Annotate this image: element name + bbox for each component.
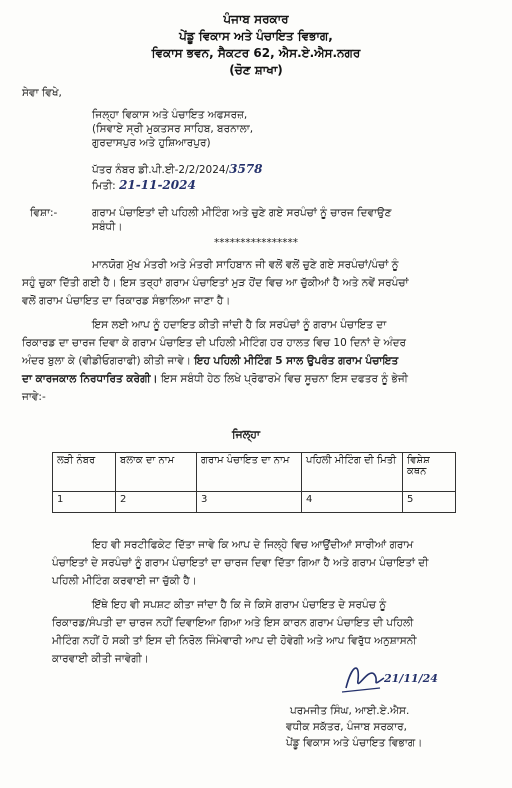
addressee-line-3: ਗੁਰਦਾਸਪੁਰ ਅਤੇ ਹੁਸ਼ਿਆਰਪੁਰ) bbox=[92, 137, 211, 149]
header-govt: ਪੰਜਾਬ ਸਰਕਾਰ bbox=[223, 12, 289, 26]
para4-line-2: ਰਿਕਾਰਡ/ਸੰਪਤੀ ਦਾ ਚਾਰਜ ਨਹੀਂ ਦਿਵਾਇਆ ਗਿਆ ਅਤੇ ਇਸ ਕਾਰਨ ਗਰਾਮ ਪੰਚਾਇਤ ਦੀ ਪਹਿਲੀ bbox=[52, 617, 414, 629]
signatory-department: ਪੇਂਡੂ ਵਿਕਾਸ ਅਤੇ ਪੰਚਾਇਤ ਵਿਭਾਗ। bbox=[286, 737, 423, 749]
para3-line-1: ਇਹ ਵੀ ਸਰਟੀਫਿਕੇਟ ਦਿੱਤਾ ਜਾਵੇ ਕਿ ਆਪ ਦੇ ਜਿਲ੍ਹੇ ਵਿਚ ਆਉਂਦੀਆਂ ਸਾਰੀਆਂ ਗਰਾਮ bbox=[92, 539, 414, 551]
table-cell: 2 bbox=[116, 492, 197, 513]
header-address: ਵਿਕਾਸ ਭਵਨ, ਸੈਕਟਰ 62, ਐਸ.ਏ.ਐਸ.ਨਗਰ bbox=[151, 46, 361, 60]
date-handwritten: 21-11-2024 bbox=[119, 178, 196, 192]
table-row bbox=[53, 492, 456, 513]
para2-line-3 bbox=[22, 354, 398, 368]
letter-number-handwritten: 3578 bbox=[229, 162, 263, 176]
para2-line-4-bold: ਦਾ ਕਾਰਜਕਾਲ ਨਿਰਧਾਰਿਤ ਕਰੇਗੀ। bbox=[22, 373, 158, 385]
subject-line-2: ਸਬੰਧੀ। bbox=[92, 221, 123, 233]
header-branch: (ਚੋਣ ਸ਼ਾਖਾ) bbox=[229, 63, 283, 77]
date-prefix: ਮਿਤੀ: bbox=[92, 180, 116, 192]
addressee-line-2: (ਸਿਵਾਏ ਸ੍ਰੀ ਮੁਕਤਸਰ ਸਾਹਿਬ, ਬਰਨਾਲਾ, bbox=[92, 123, 254, 135]
letter-number bbox=[92, 162, 263, 177]
para2-line-3-text: ਅੰਦਰ ਬੁਲਾ ਕੇ (ਵੀਡੀਓਗਰਾਫੀ) ਕੀਤੀ ਜਾਵੇ। bbox=[22, 355, 191, 367]
table-cell: 5 bbox=[403, 492, 456, 513]
para1-line-1: ਮਾਨਯੋਗ ਮੁੱਖ ਮੰਤਰੀ ਅਤੇ ਮੰਤਰੀ ਸਾਹਿਬਾਨ ਜੀ ਵਲੋਂ ਵਲੋਂ ਚੁਣੇ ਗਏ ਸਰਪੰਚਾਂ/ਪੰਚਾਂ ਨੂੰ bbox=[92, 259, 399, 271]
table-header-cell: ਵਿਸ਼ੇਸ਼ ਕਥਨ bbox=[403, 453, 456, 492]
stars-divider: **************** bbox=[214, 237, 298, 249]
signatory-designation: ਵਧੀਕ ਸਕੱਤਰ, ਪੰਜਾਬ ਸਰਕਾਰ, bbox=[286, 721, 407, 733]
table-cell: 4 bbox=[302, 492, 403, 513]
district-proforma-table bbox=[52, 452, 456, 513]
para3-line-2: ਪੰਚਾਇਤਾਂ ਦੇ ਸਰਪੰਚਾਂ ਨੂੰ ਗਰਾਮ ਪੰਚਾਇਤਾਂ ਦਾ ਚਾਰਜ ਦਿਵਾ ਦਿੱਤਾ ਗਿਆ ਹੈ ਅਤੇ ਗਰਾਮ ਪੰਚਾਇਤਾਂ ਦੀ bbox=[52, 557, 429, 569]
addressee-line-1: ਜਿਲ੍ਹਾ ਵਿਕਾਸ ਅਤੇ ਪੰਚਾਇਤ ਅਫਸਰਜ਼, bbox=[92, 109, 248, 121]
salutation: ਸੇਵਾ ਵਿਖੇ, bbox=[22, 87, 62, 99]
para2-line-4 bbox=[22, 372, 408, 386]
table-title: ਜਿਲ੍ਹਾ bbox=[232, 428, 261, 441]
para4-line-4: ਕਾਰਵਾਈ ਕੀਤੀ ਜਾਵੇਗੀ। bbox=[52, 653, 149, 665]
subject-line-1: ਗਰਾਮ ਪੰਚਾਇਤਾਂ ਦੀ ਪਹਿਲੀ ਮੀਟਿੰਗ ਅਤੇ ਚੁਣੇ ਗਏ ਸਰਪੰਚਾਂ ਨੂੰ ਚਾਰਜ ਦਿਵਾਉਣ bbox=[92, 207, 392, 219]
table-cell: 3 bbox=[197, 492, 302, 513]
table-header-cell: ਪਹਿਲੀ ਮੀਟਿੰਗ ਦੀ ਮਿਤੀ bbox=[302, 453, 403, 492]
letter-date bbox=[92, 178, 196, 193]
table-header-cell: ਗਰਾਮ ਪੰਚਾਇਤ ਦਾ ਨਾਮ bbox=[197, 453, 302, 492]
header-department: ਪੇਂਡੂ ਵਿਕਾਸ ਅਤੇ ਪੰਚਾਇਤ ਵਿਭਾਗ, bbox=[179, 29, 333, 43]
table-header-cell: ਲੜੀ ਨੰਬਰ bbox=[53, 453, 116, 492]
letter-number-prefix: ਪੱਤਰ ਨੰਬਰ ਡੀ.ਪੀ.ਈ-2/2/2024/ bbox=[92, 164, 230, 176]
table-header-row bbox=[53, 453, 456, 492]
para2-line-4-rest: ਇਸ ਸਬੰਧੀ ਹੇਠ ਲਿਖੇ ਪ੍ਰੋਫਾਰਮੇ ਵਿਚ ਸੂਚਨਾ ਇਸ ਦਫਤਰ ਨੂੰ ਭੇਜੀ bbox=[160, 373, 408, 385]
para4-line-3: ਮੀਟਿੰਗ ਨਹੀਂ ਹੋ ਸਕੀ ਤਾਂ ਇਸ ਦੀ ਨਿਰੋਲ ਜਿੰਮੇਵਾਰੀ ਆਪ ਦੀ ਹੋਵੇਗੀ ਅਤੇ ਆਪ ਵਿਰੁੱਧ ਅਨੁਸ਼ਾਸਨੀ bbox=[52, 635, 417, 647]
para2-line-5: ਜਾਵੇ:- bbox=[22, 391, 46, 403]
para2-line-1: ਇਸ ਲਈ ਆਪ ਨੂੰ ਹਦਾਇਤ ਕੀਤੀ ਜਾਂਦੀ ਹੈ ਕਿ ਸਰਪੰਚਾਂ ਨੂੰ ਗਰਾਮ ਪੰਚਾਇਤ ਦਾ bbox=[92, 319, 387, 331]
signatory-name: ਪਰਮਜੀਤ ਸਿੰਘ, ਆਈ.ਏ.ਐਸ. bbox=[290, 705, 410, 717]
para2-bold-text: ਇਹ ਪਹਿਲੀ ਮੀਟਿੰਗ 5 ਸਾਲ ਉਪਰੰਤ ਗਰਾਮ ਪੰਚਾਇਤ bbox=[194, 355, 399, 367]
para4-line-1: ਇੱਥੇ ਇਹ ਵੀ ਸਪਸ਼ਟ ਕੀਤਾ ਜਾਂਦਾ ਹੈ ਕਿ ਜੇ ਕਿਸੇ ਗਰਾਮ ਪੰਚਾਇਤ ਦੇ ਸਰਪੰਚ ਨੂੰ bbox=[92, 599, 387, 611]
para3-line-3: ਪਹਿਲੀ ਮੀਟਿੰਗ ਕਰਵਾਈ ਜਾ ਚੁੱਕੀ ਹੈ। bbox=[52, 575, 197, 587]
para2-line-2: ਰਿਕਾਰਡ ਦਾ ਚਾਰਜ ਦਿਵਾ ਕੇ ਗਰਾਮ ਪੰਚਾਇਤ ਦੀ ਪਹਿਲੀ ਮੀਟਿੰਗ ਹਰ ਹਾਲਤ ਵਿਚ 10 ਦਿਨਾਂ ਦੇ ਅੰਦਰ bbox=[22, 337, 407, 349]
table-header-cell: ਬਲਾਕ ਦਾ ਨਾਮ bbox=[116, 453, 197, 492]
table-cell: 1 bbox=[53, 492, 116, 513]
para1-line-2: ਸਹੁੰ ਚੁਕਾ ਦਿੱਤੀ ਗਈ ਹੈ। ਇਸ ਤਰ੍ਹਾਂ ਗਰਾਮ ਪੰਚਾਇਤਾਂ ਮੁੜ ਹੋਂਦ ਵਿਚ ਆ ਚੁੱਕੀਆਂ ਹੈ ਅਤੇ ਨਵੇਂ ਸਰਪੰਚਾਂ bbox=[22, 277, 409, 289]
signature-date: 21/11/24 bbox=[384, 672, 438, 685]
subject-label: ਵਿਸ਼ਾ:- bbox=[30, 207, 58, 219]
para1-line-3: ਵਲੋਂ ਗਰਾਮ ਪੰਚਾਇਤ ਦਾ ਰਿਕਾਰਡ ਸੰਭਾਲਿਆ ਜਾਣਾ ਹੈ। bbox=[22, 295, 231, 307]
